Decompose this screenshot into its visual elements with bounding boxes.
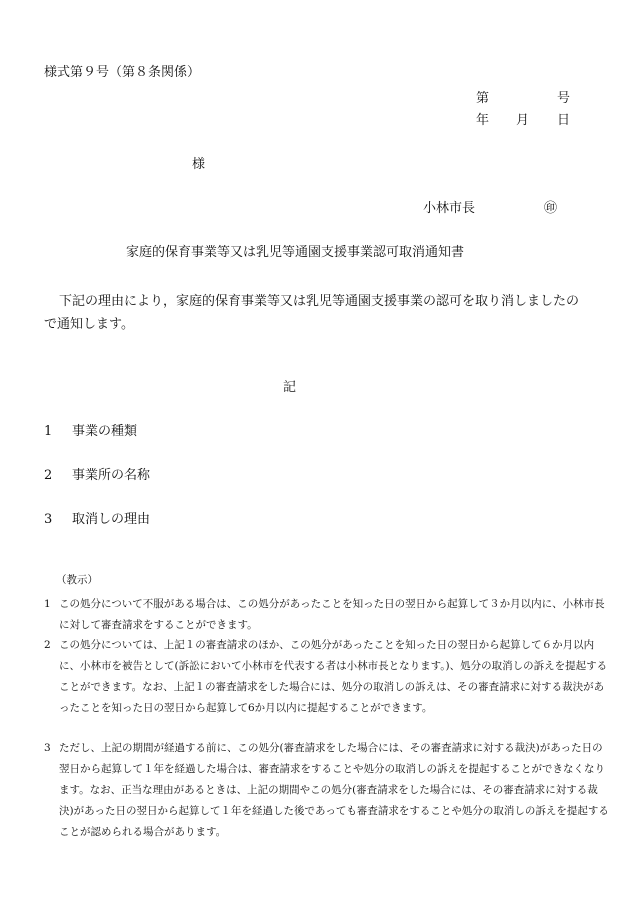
notice-heading: （教示） <box>56 574 98 586</box>
item-number: 2 <box>44 468 53 483</box>
item-number: 1 <box>44 424 53 439</box>
form-number: 様式第９号（第８条関係） <box>44 65 201 80</box>
date-month-label: 月 <box>516 113 530 128</box>
notice-item <box>44 738 609 843</box>
notice-text: この処分については、上記１の審査請求のほか、この処分があったことを知った日の翌日から起算して６か月以内に、小林市を被告として(訴訟において小林市を代表する者は小林市長となります。)、処分の取消しの訴えを提起することができます。なお、上記１の審査請求をした場合には、処分の取消しの訴えは、その審査請求に対する裁決があったことを知った日の翌日から起算して6か月以内に提起することができます。 <box>59 639 608 714</box>
record-item-revocation-reason <box>44 512 150 528</box>
document-number-prefix: 第 <box>476 91 490 106</box>
notice-text: ただし、上記の期間が経過する前に、この処分(審査請求をした場合には、その審査請求に対する裁決)があった日の翌日から起算して１年を経過した場合は、審査請求をすることや処分の取消しの訴えを提起することができなくなります。なお、正当な理由があるときは、上記の期間やこの処分(審査請求をした場合には、その審査請求に対する裁決)があった日の翌日から起算して１年を経過した後であっても審査請求をすることや処分の取消しの訴えを提起することが認められる場合があります。 <box>59 742 609 838</box>
document-number-suffix: 号 <box>557 91 571 106</box>
notice-number: 3 <box>44 742 51 754</box>
date-day-label: 日 <box>557 113 571 128</box>
seal-mark: ㊞ <box>544 201 558 216</box>
notice-item <box>44 635 609 719</box>
intro-paragraph: 下記の理由により，家庭的保育事業等又は乳児等通園支援事業の認可を取り消しましたので通知します。 <box>44 294 580 332</box>
item-number: 3 <box>44 512 53 527</box>
notice-number: 2 <box>44 639 51 651</box>
item-label: 事業所の名称 <box>72 468 151 483</box>
record-item-business-type <box>44 424 137 440</box>
ki-heading: 記 <box>283 380 297 395</box>
record-item-facility-name <box>44 468 150 484</box>
date-year-label: 年 <box>476 113 490 128</box>
document-title: 家庭的保育事業等又は乳児等通園支援事業認可取消通知書 <box>126 245 465 260</box>
notice-text: この処分について不服がある場合は、この処分があったことを知った日の翌日から起算して３か月以内に、小林市長に対して審査請求をすることができます。 <box>59 598 605 631</box>
addressee-honorific: 様 <box>192 157 206 172</box>
item-label: 事業の種類 <box>72 424 138 439</box>
issuer-name: 小林市長 <box>423 201 476 216</box>
notice-number: 1 <box>44 598 51 610</box>
notice-item <box>44 594 609 636</box>
item-label: 取消しの理由 <box>72 512 151 527</box>
